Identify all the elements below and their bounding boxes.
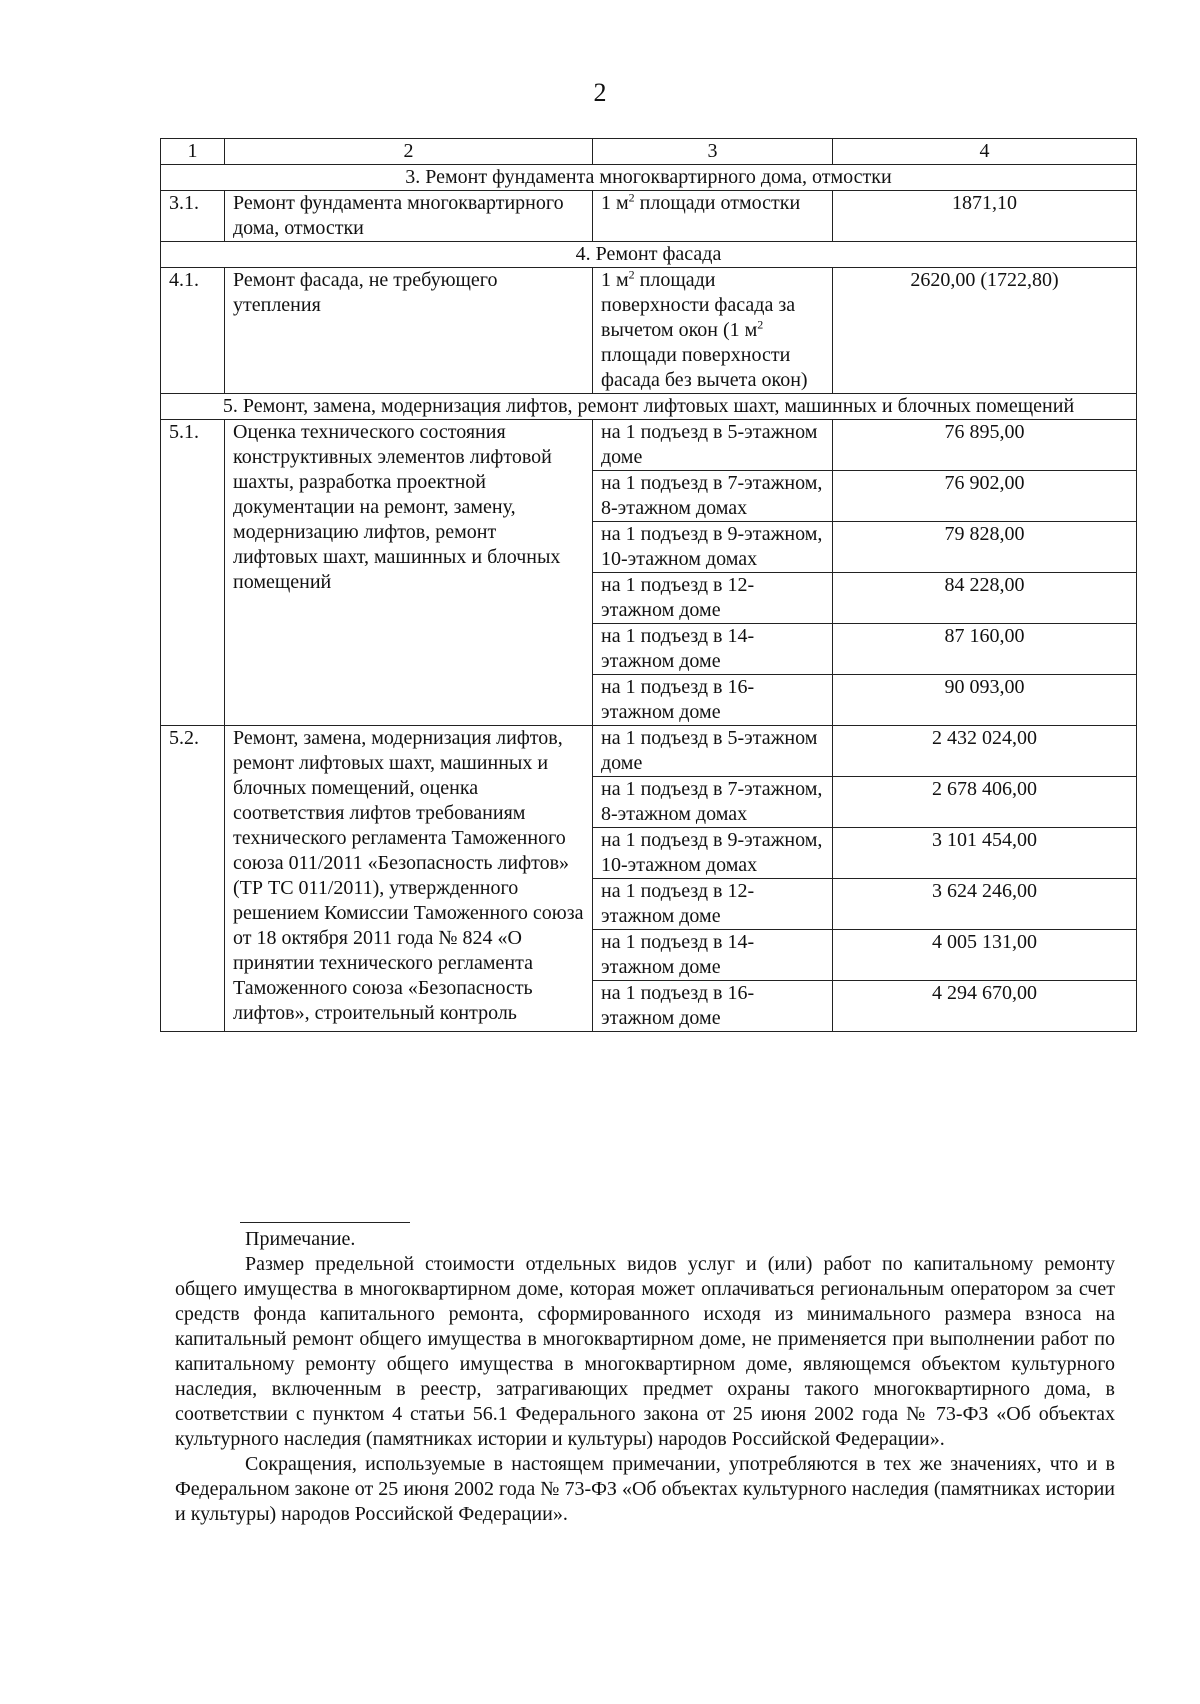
header-cell: 2 [225, 139, 593, 165]
section-title: 4. Ремонт фасада [161, 242, 1137, 268]
header-cell: 4 [833, 139, 1137, 165]
notes-block [175, 1227, 1115, 1527]
unit-superscript: 2 [757, 317, 764, 332]
unit-superscript: 2 [628, 190, 635, 205]
price-value: 79 828,00 [833, 522, 1137, 573]
price-value: 2 678 406,00 [833, 777, 1137, 828]
price-value: 84 228,00 [833, 573, 1137, 624]
cost-table [160, 138, 1137, 1032]
section-row [161, 394, 1137, 420]
section-title: 3. Ремонт фундамента многоквартирного дома, отмостки [161, 165, 1137, 191]
row-number: 5.1. [161, 420, 225, 726]
price-value: 76 902,00 [833, 471, 1137, 522]
section-row [161, 242, 1137, 268]
unit-cell: на 1 подъезд в 12-этажном доме [593, 879, 833, 930]
table-row [161, 726, 1137, 777]
price-value: 3 624 246,00 [833, 879, 1137, 930]
price-value: 1871,10 [833, 191, 1137, 242]
table-row [161, 420, 1137, 471]
unit-cell: на 1 подъезд в 5-этажном доме [593, 420, 833, 471]
unit-text: 1 м [601, 192, 629, 214]
header-cell: 1 [161, 139, 225, 165]
unit-cell [593, 268, 833, 394]
row-number: 3.1. [161, 191, 225, 242]
unit-cell: на 1 подъезд в 5-этажном доме [593, 726, 833, 777]
unit-text: площади отмостки [634, 192, 801, 214]
notes-paragraph: Сокращения, используемые в настоящем примечании, употребляются в тех же значениях, что и в Федеральном законе от 25 июня 2002 года № 73-ФЗ «Об объектах культурного наследия (памятниках истории и культуры) народов Российской Федерации». [175, 1453, 1115, 1525]
work-description: Ремонт фундамента многоквартирного дома, отмостки [225, 191, 593, 242]
work-description: Оценка технического состояния конструктивных элементов лифтовой шахты, разработка проектной документации на ремонт, замену, модернизацию лифтов, ремонт лифтовых шахт, машинных и блочных помещений [225, 420, 593, 726]
unit-cell: на 1 подъезд в 14-этажном доме [593, 624, 833, 675]
price-value: 2620,00 (1722,80) [833, 268, 1137, 394]
header-cell: 3 [593, 139, 833, 165]
price-value: 90 093,00 [833, 675, 1137, 726]
price-value: 87 160,00 [833, 624, 1137, 675]
price-value: 2 432 024,00 [833, 726, 1137, 777]
unit-text: площади поверхности фасада без вычета окон) [601, 344, 808, 391]
section-row [161, 165, 1137, 191]
price-value: 4 005 131,00 [833, 930, 1137, 981]
row-number: 5.2. [161, 726, 225, 1032]
unit-cell: на 1 подъезд в 14-этажном доме [593, 930, 833, 981]
unit-cell: на 1 подъезд в 16-этажном доме [593, 675, 833, 726]
price-value: 4 294 670,00 [833, 981, 1137, 1032]
notes-paragraph: Размер предельной стоимости отдельных видов услуг и (или) работ по капитальному ремонту общего имущества в многоквартирном доме, которая может оплачиваться региональным оператором за счет средств фонда капитального ремонта, сформированного исходя из минимального размера взноса на капитальный ремонт общего имущества в многоквартирном доме, не применяется при выполнении работ по капитальному ремонту общего имущества в многоквартирном доме, являющемся объектом культурного наследия, включенным в реестр, затрагивающих предмет охраны такого многоквартирного дома, в соответствии с пунктом 4 статьи 56.1 Федерального закона от 25 июня 2002 года № 73-ФЗ «Об объектах культурного наследия (памятниках истории и культуры) народов Российской Федерации». [175, 1253, 1115, 1450]
unit-text: площади поверхности фасада за вычетом окон (1 м [601, 269, 796, 341]
work-description: Ремонт, замена, модернизация лифтов, ремонт лифтовых шахт, машинных и блочных помещений, оценка соответствия лифтов требованиям технического регламента Таможенного союза 011/2011 «Безопасность лифтов» (ТР ТС 011/2011), утвержденного решением Комиссии Таможенного союза от 18 октября 2011 года № 824 «О принятии технического регламента Таможенного союза «Безопасность лифтов», строительный контроль [225, 726, 593, 1032]
page-number: 2 [593, 78, 607, 107]
unit-cell: на 1 подъезд в 16-этажном доме [593, 981, 833, 1032]
header-row [161, 139, 1137, 165]
row-number: 4.1. [161, 268, 225, 394]
footnote-divider [240, 1222, 410, 1223]
unit-superscript: 2 [628, 267, 635, 282]
unit-cell: на 1 подъезд в 12-этажном доме [593, 573, 833, 624]
unit-cell: на 1 подъезд в 7-этажном, 8-этажном домах [593, 777, 833, 828]
unit-text: 1 м [601, 269, 629, 291]
table-row [161, 268, 1137, 394]
work-description: Ремонт фасада, не требующего утепления [225, 268, 593, 394]
unit-cell: на 1 подъезд в 9-этажном, 10-этажном домах [593, 522, 833, 573]
price-value: 76 895,00 [833, 420, 1137, 471]
section-title: 5. Ремонт, замена, модернизация лифтов, ремонт лифтовых шахт, машинных и блочных помещений [161, 394, 1137, 420]
table-row [161, 191, 1137, 242]
unit-cell: на 1 подъезд в 9-этажном, 10-этажном домах [593, 828, 833, 879]
notes-title: Примечание. [245, 1228, 356, 1250]
unit-cell [593, 191, 833, 242]
price-value: 3 101 454,00 [833, 828, 1137, 879]
unit-cell: на 1 подъезд в 7-этажном, 8-этажном домах [593, 471, 833, 522]
